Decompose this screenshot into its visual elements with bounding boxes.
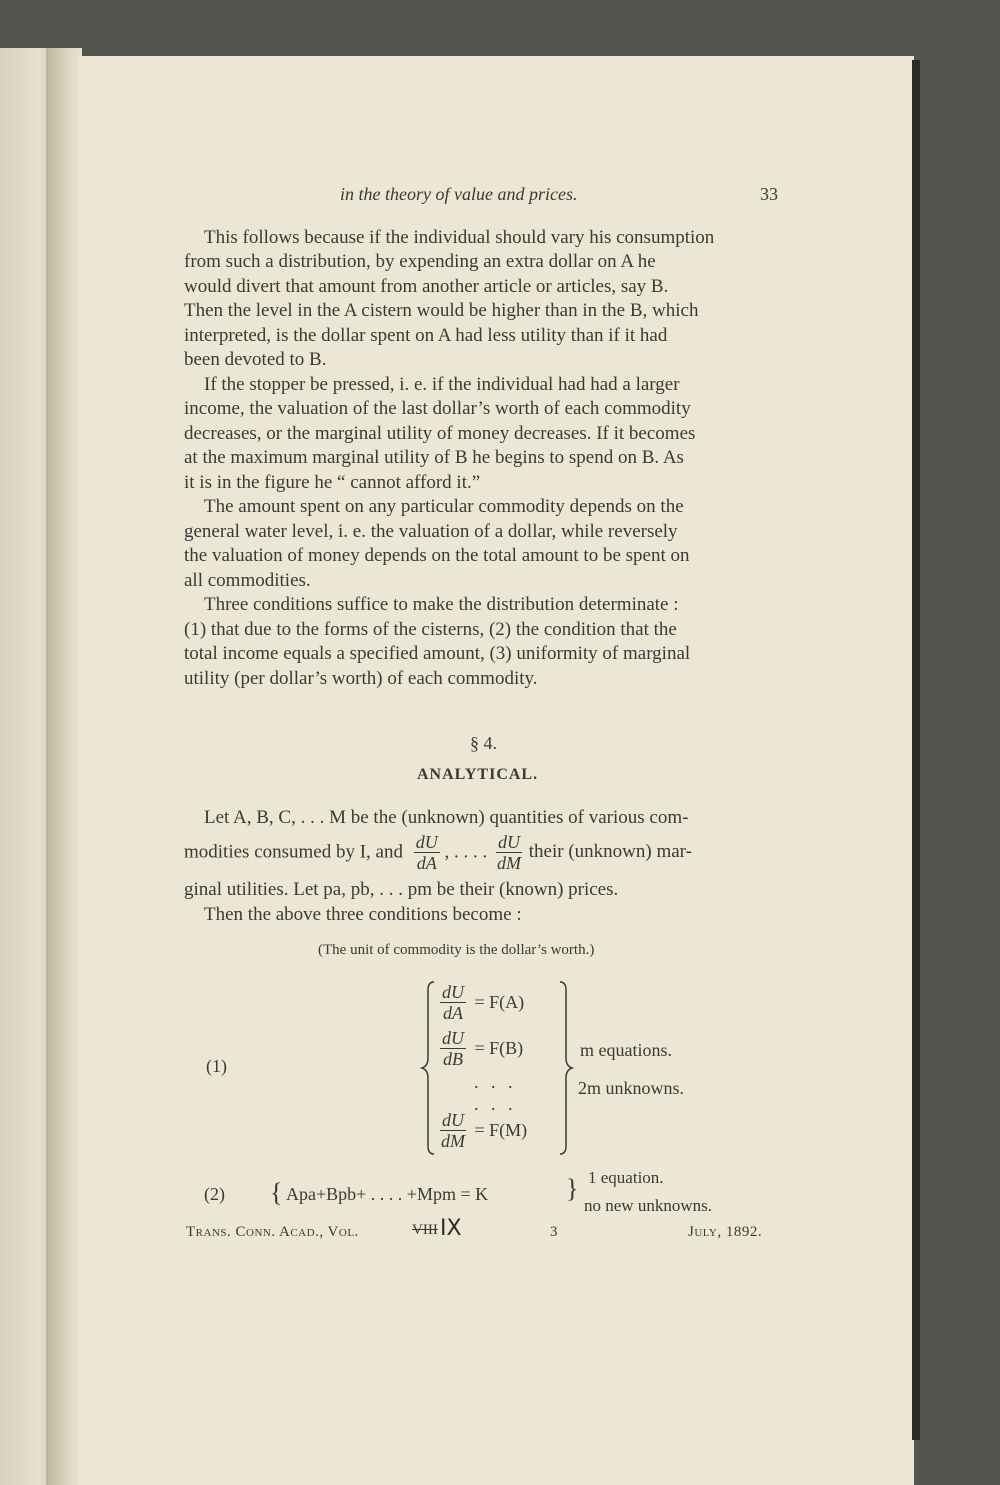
text-line: ginal utilities. Let pa, pb, . . . pm be their (known) prices. xyxy=(184,879,619,900)
fraction-denominator: dA xyxy=(416,853,437,873)
right-brace xyxy=(556,978,586,1158)
text-line: would divert that amount from another article or articles, say B. xyxy=(184,276,669,297)
cover-edge xyxy=(912,60,920,1440)
equation-ellipsis: . . . xyxy=(474,1094,517,1114)
equation-rhs: = F(B) xyxy=(474,1038,524,1058)
right-brace-path xyxy=(560,982,572,1154)
text-line: general water level, i. e. the valuation of a dollar, while reversely xyxy=(184,521,678,542)
handwritten-volume: IX xyxy=(440,1216,462,1241)
text-line: Then the level in the A cistern would be higher than in the B, which xyxy=(184,300,699,321)
text-line: The amount spent on any particular commodity depends on the xyxy=(204,496,684,517)
equation-rhs: = F(A) xyxy=(474,992,525,1012)
fraction-line xyxy=(184,832,692,878)
binding-gutter xyxy=(46,48,82,1485)
equation-2-note: no new unknowns. xyxy=(584,1196,712,1215)
text-line: decreases, or the marginal utility of money decreases. If it becomes xyxy=(184,423,696,444)
text-line: at the maximum marginal utility of B he begins to spend on B. As xyxy=(184,447,684,468)
journal-citation: Trans. Conn. Acad., Vol. xyxy=(186,1224,359,1240)
fraction-numerator: dU xyxy=(442,982,464,1002)
text-line: (1) that due to the forms of the cisterns, (2) the condition that the xyxy=(184,619,677,640)
fraction-dU-dA xyxy=(414,832,440,873)
equation-2-note: 1 equation. xyxy=(588,1168,664,1187)
text-line: Let A, B, C, . . . M be the (unknown) quantities of various com- xyxy=(204,807,689,828)
text-line: total income equals a specified amount, (3) uniformity of marginal xyxy=(184,643,691,664)
fraction-dU-dM xyxy=(496,832,522,873)
unit-note: (The unit of commodity is the dollar’s worth.) xyxy=(318,942,595,958)
brace-open: { xyxy=(270,1178,283,1207)
equation-label-1: (1) xyxy=(206,1056,227,1076)
text-line: interpreted, is the dollar spent on A had less utility than if it had xyxy=(184,325,668,346)
signature-mark: 3 xyxy=(550,1224,558,1240)
text-line: Then the above three conditions become : xyxy=(204,904,522,925)
fraction-denominator: dA xyxy=(443,1003,463,1023)
fraction-denominator: dM xyxy=(441,1131,465,1151)
fraction-denominator: dM xyxy=(497,853,521,873)
text-segment: , . . . . xyxy=(444,841,488,863)
text-line: If the stopper be pressed, i. e. if the individual had had a larger xyxy=(204,374,680,395)
text-line: income, the valuation of the last dollar’s worth of each commodity xyxy=(184,398,691,419)
section-title: ANALYTICAL. xyxy=(417,766,539,783)
fraction xyxy=(440,1110,466,1151)
equation-row xyxy=(440,1028,523,1069)
text-line: Three conditions suffice to make the distribution determinate : xyxy=(204,594,679,615)
text-line: utility (per dollar’s worth) of each commodity. xyxy=(184,668,538,689)
left-brace-path xyxy=(422,982,434,1154)
text-segment: modities consumed by I, and xyxy=(184,841,403,863)
equation-row xyxy=(440,982,524,1023)
publication-date: July, 1892. xyxy=(688,1224,763,1240)
equation-ellipsis: . . . xyxy=(474,1072,517,1092)
fraction-numerator: dU xyxy=(415,832,438,852)
fraction-numerator: dU xyxy=(442,1028,464,1048)
equation-label-2: (2) xyxy=(204,1184,225,1204)
equation-row xyxy=(440,1110,527,1151)
fraction-numerator: dU xyxy=(498,832,520,852)
struck-volume: VIII xyxy=(412,1222,438,1238)
text-line: This follows because if the individual should vary his consumption xyxy=(204,227,715,248)
fraction-numerator: dU xyxy=(442,1110,464,1130)
running-title: in the theory of value and prices. xyxy=(340,184,578,204)
text-segment: their (unknown) mar- xyxy=(528,841,692,863)
equation-rhs: = F(M) xyxy=(474,1120,528,1140)
fraction-denominator: dB xyxy=(443,1049,463,1069)
budget-equation: Apa+Bpb+ . . . . +Mpm = K xyxy=(286,1184,489,1204)
brace-close: } xyxy=(566,1174,579,1203)
text-line: from such a distribution, by expending an extra dollar on A he xyxy=(184,251,656,272)
text-line: all commodities. xyxy=(184,570,311,591)
text-line: it is in the figure he “ cannot afford it.” xyxy=(184,472,481,493)
fraction xyxy=(440,1028,466,1069)
text-line: been devoted to B. xyxy=(184,349,327,370)
text-line: the valuation of money depends on the total amount to be spent on xyxy=(184,545,690,566)
fraction xyxy=(440,982,466,1023)
page-number: 33 xyxy=(760,184,778,204)
section-number: § 4. xyxy=(470,733,497,753)
unknown-count-note: 2m unknowns. xyxy=(578,1078,685,1098)
equation-count-note: m equations. xyxy=(580,1040,672,1060)
